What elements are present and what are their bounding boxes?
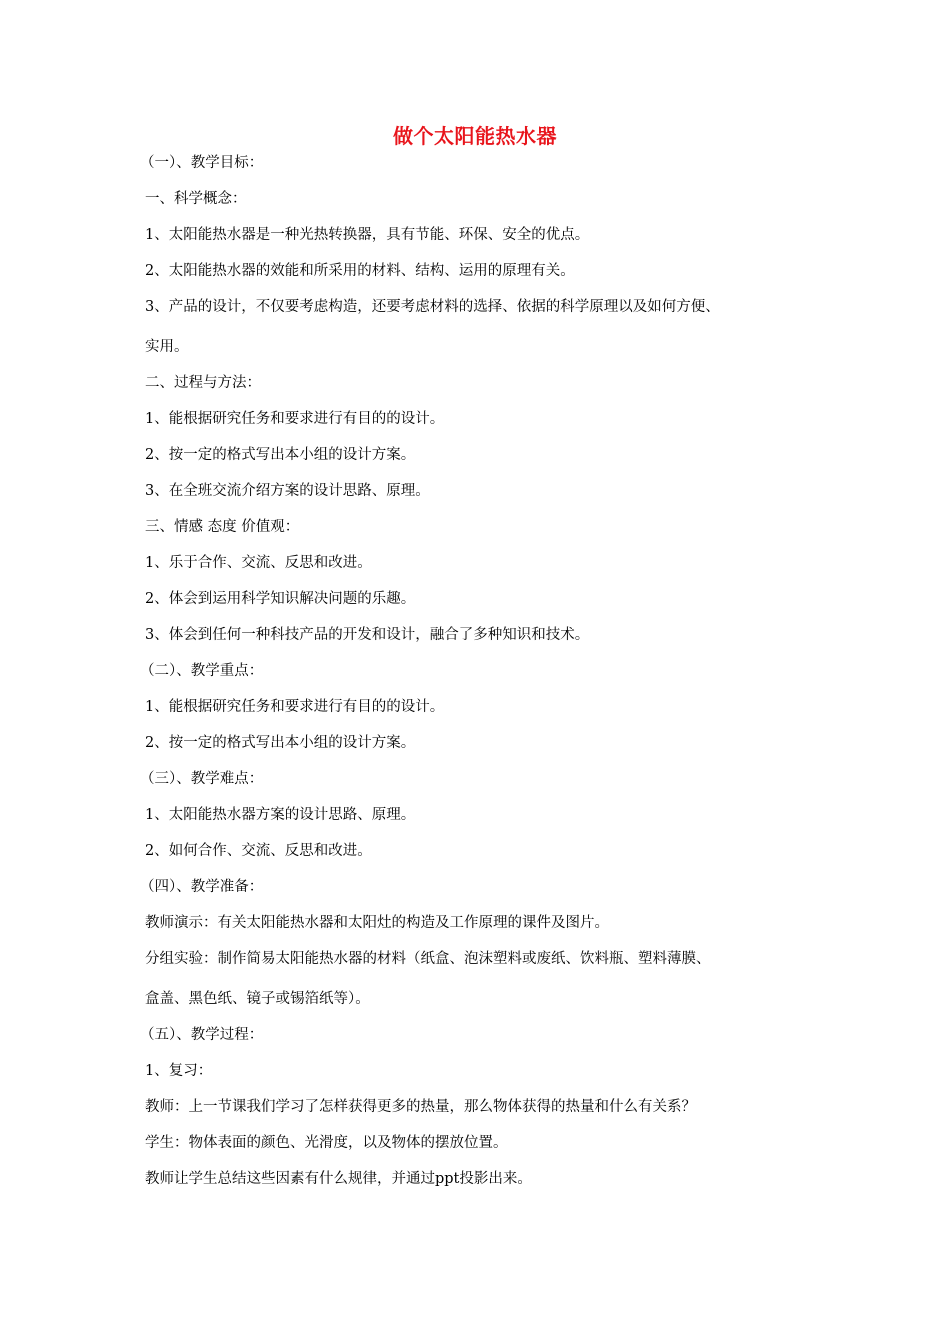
section-heading-difficulties: （三）、教学难点： (140, 771, 264, 787)
paragraph-line: 学生：物体表面的颜色、光滑度，以及物体的摆放位置。 (145, 1135, 508, 1151)
paragraph-line: 3、在全班交流介绍方案的设计思路、原理。 (145, 483, 430, 499)
paragraph-line: 2、如何合作、交流、反思和改进。 (145, 843, 372, 859)
section-heading-objectives: （一）、教学目标： (140, 155, 264, 171)
paragraph-line: 教师让学生总结这些因素有什么规律，并通过ppt投影出来。 (145, 1171, 532, 1187)
paragraph-line: 分组实验：制作简易太阳能热水器的材料（纸盒、泡沫塑料或废纸、饮料瓶、塑料薄膜、 (145, 951, 711, 967)
paragraph-line: 实用。 (145, 339, 189, 355)
section-heading-preparation: （四）、教学准备： (140, 879, 264, 895)
paragraph-line: 2、太阳能热水器的效能和所采用的材料、结构、运用的原理有关。 (145, 263, 575, 279)
paragraph-line: 2、按一定的格式写出本小组的设计方案。 (145, 447, 416, 463)
paragraph-line: 1、乐于合作、交流、反思和改进。 (145, 555, 372, 571)
paragraph-line: 1、太阳能热水器是一种光热转换器，具有节能、环保、安全的优点。 (145, 227, 590, 243)
paragraph-line: 2、体会到运用科学知识解决问题的乐趣。 (145, 591, 416, 607)
paragraph-line: 2、按一定的格式写出本小组的设计方案。 (145, 735, 416, 751)
paragraph-line: 教师：上一节课我们学习了怎样获得更多的热量，那么物体获得的热量和什么有关系？ (145, 1099, 696, 1115)
paragraph-line: 教师演示：有关太阳能热水器和太阳灶的构造及工作原理的课件及图片。 (145, 915, 609, 931)
section-heading-key-points: （二）、教学重点： (140, 663, 264, 679)
paragraph-line: 1、能根据研究任务和要求进行有目的的设计。 (145, 411, 445, 427)
subheading-science-concepts: 一、科学概念： (145, 191, 247, 207)
section-heading-teaching-process: （五）、教学过程： (140, 1027, 264, 1043)
paragraph-line: 1、能根据研究任务和要求进行有目的的设计。 (145, 699, 445, 715)
subheading-process-methods: 二、过程与方法： (145, 375, 261, 391)
paragraph-line: 1、复习： (145, 1063, 213, 1079)
paragraph-line: 3、体会到任何一种科技产品的开发和设计，融合了多种知识和技术。 (145, 627, 590, 643)
paragraph-line: 盒盖、黑色纸、镜子或锡箔纸等）。 (145, 991, 370, 1007)
paragraph-line: 1、太阳能热水器方案的设计思路、原理。 (145, 807, 416, 823)
subheading-values: 三、情感 态度 价值观： (145, 519, 300, 535)
paragraph-line: 3、产品的设计，不仅要考虑构造，还要考虑材料的选择、依据的科学原理以及如何方便、 (145, 299, 720, 315)
document-title: 做个太阳能热水器 (393, 124, 557, 148)
